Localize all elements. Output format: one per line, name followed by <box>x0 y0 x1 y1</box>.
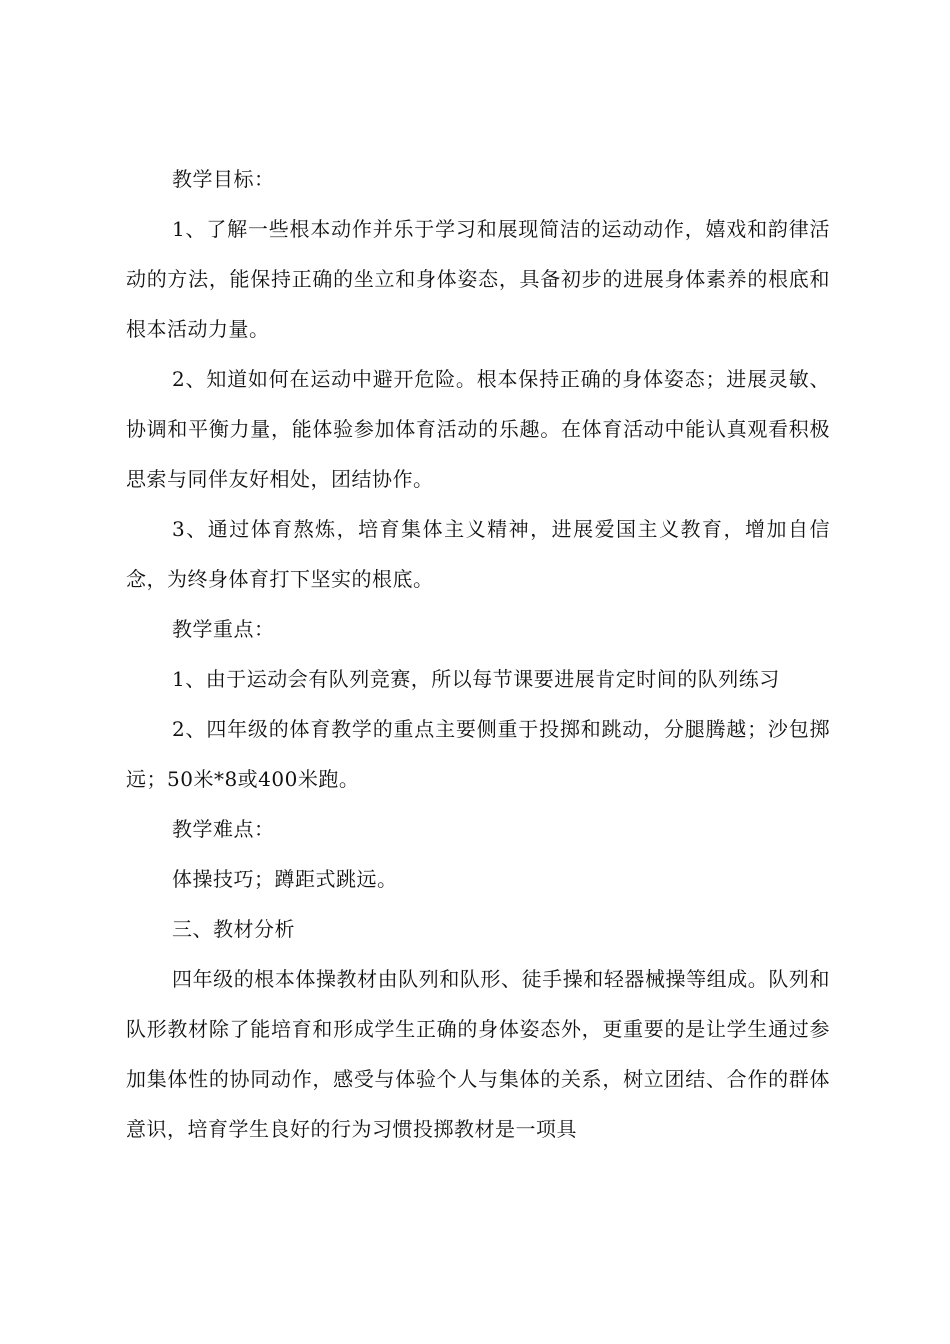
heading-key-points: 教学重点： <box>172 617 275 641</box>
key-point-2: 2、四年级的体育教学的重点主要侧重于投掷和跳动，分腿腾越；沙包掷远；50米*8或400米跑。 <box>126 717 830 791</box>
heading-difficulties: 教学难点： <box>172 817 275 841</box>
material-analysis-text: 四年级的根本体操教材由队列和队形、徒手操和轻器械操等组成。队列和队形教材除了能培育和形成学生正确的身体姿态外，更重要的是让学生通过参加集体性的协同动作，感受与体验个人与集体的关系，树立团结、合作的群体意识，培育学生良好的行为习惯投掷教材是一项具 <box>126 967 830 1141</box>
heading-teaching-goals: 教学目标： <box>172 167 275 191</box>
document-body <box>126 154 830 1154</box>
goal-item-2: 2、知道如何在运动中避开危险。根本保持正确的身体姿态；进展灵敏、协调和平衡力量，能体验参加体育活动的乐趣。在体育活动中能认真观看积极思索与同伴友好相处，团结协作。 <box>126 367 830 491</box>
difficulty-item: 体操技巧；蹲距式跳远。 <box>172 867 398 891</box>
heading-material-analysis: 三、教材分析 <box>172 917 295 941</box>
key-point-1: 1、由于运动会有队列竞赛，所以每节课要进展肯定时间的队列练习 <box>172 667 780 691</box>
goal-item-1: 1、了解一些根本动作并乐于学习和展现简洁的运动动作，嬉戏和韵律活动的方法，能保持正确的坐立和身体姿态，具备初步的进展身体素养的根底和根本活动力量。 <box>126 217 830 341</box>
goal-item-3: 3、通过体育熬炼，培育集体主义精神，进展爱国主义教育，增加自信念，为终身体育打下坚实的根底。 <box>126 517 830 591</box>
